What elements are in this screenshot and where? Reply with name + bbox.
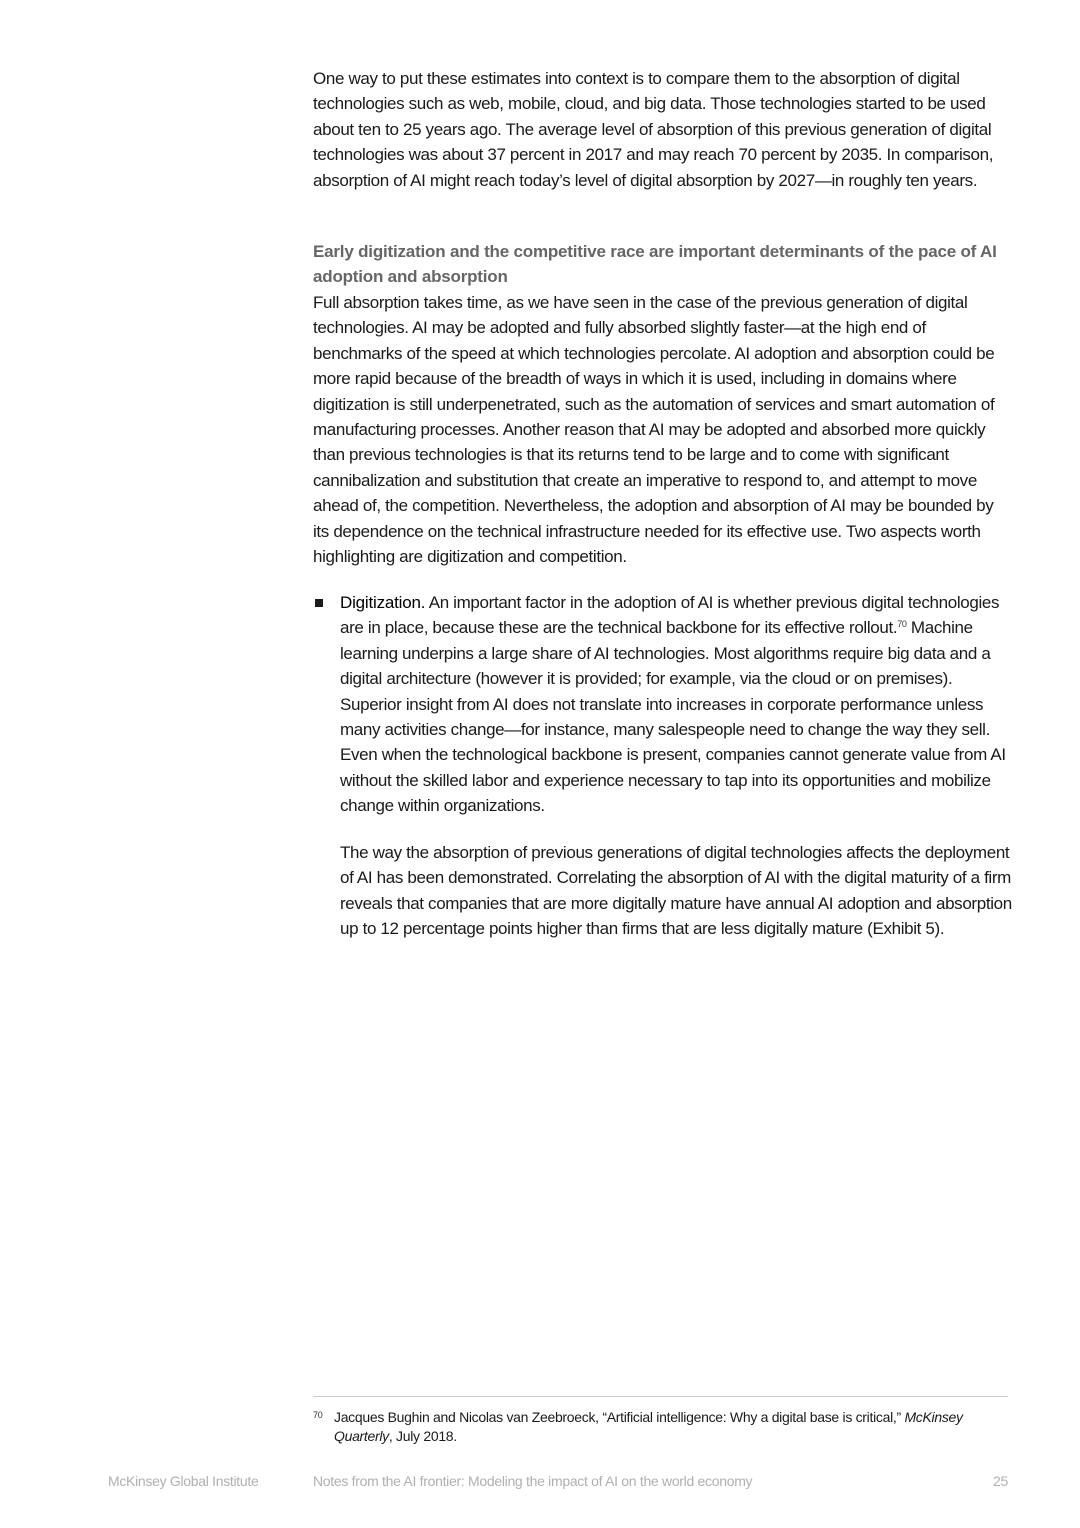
bullet-text-part-1: An important factor in the adoption of AI is whether previous digital technologies are in place, because these are the technical backbone for its effective rollout. xyxy=(340,593,1000,638)
footnote-date: , July 2018. xyxy=(388,1427,457,1444)
bullet-title: Digitization. xyxy=(340,593,426,612)
bullet-follow-paragraph: The way the absorption of previous generations of digital technologies affects the deployment of AI has been demonstrated. Correlating the absorption of AI with the digital maturity of a firm reveals that companies that are more digitally mature have annual AI adoption and absorption up to 12 percentage points higher than firms that are less digitally mature (Exhibit 5). xyxy=(340,843,1012,939)
footnote-text xyxy=(334,1408,1006,1445)
footnote-reference[interactable]: 70 xyxy=(897,619,907,630)
bullet-text xyxy=(340,590,1012,819)
footer-publisher: McKinsey Global Institute xyxy=(108,1473,259,1489)
section-body-paragraph: Full absorption takes time, as we have seen in the case of the previous generation of digital technologies. AI may be adopted and fully absorbed slightly faster—at the high end of benchmarks of the speed at which technologies percolate. AI adoption and absorption could be more rapid because of the breadth of ways in which it is used, including in domains where digitization is still underpenetrated, such as the automation of services and smart automation of manufacturing processes. Another reason that AI may be adopted and absorbed more quickly than previous technologies is that its returns tend to be large and to come with significant cannibalization and substitution that create an imperative to respond to, and attempt to move ahead of, the competition. Nevertheless, the adoption and absorption of AI may be bounded by its dependence on the technical infrastructure needed for its effective use. Two aspects worth highlighting are digitization and competition. xyxy=(313,293,995,567)
section-heading: Early digitization and the competitive race are important determinants of the pace of AI adoption and absorption xyxy=(313,242,997,287)
page-number: 25 xyxy=(993,1473,1008,1489)
footnote-publication: McKinsey Quarterly xyxy=(334,1409,963,1444)
square-bullet-icon xyxy=(315,599,323,607)
intro-paragraph: One way to put these estimates into context is to compare them to the absorption of digital technologies such as web, mobile, cloud, and big data. Those technologies started to be used about ten to 25 years ago. The average level of absorption of this previous generation of digital technologies was about 37 percent in 2017 and may reach 70 percent by 2035. In comparison, absorption of AI might reach today’s level of digital absorption by 2027—in roughly ten years. xyxy=(313,69,994,190)
footer-report-title: Notes from the AI frontier: Modeling the impact of AI on the world economy xyxy=(313,1473,753,1489)
footnote-divider xyxy=(313,1396,1008,1397)
footnote-citation: Jacques Bughin and Nicolas van Zeebroeck, “Artificial intelligence: Why a digital base is critical,” xyxy=(334,1409,905,1425)
bullet-text-part-2: Machine learning underpins a large share of AI technologies. Most algorithms require big data and a digital architecture (however it is provided; for example, via the cloud or on premises). Superior insight from AI does not translate into increases in corporate performance unless many activities change—for instance, many salespeople need to change the way they sell. Even when the technological backbone is present, companies cannot generate value from AI without the skilled labor and experience necessary to tap into its opportunities and mobilize change within organizations. xyxy=(340,618,1006,816)
footnote-number: 70 xyxy=(313,1410,323,1420)
